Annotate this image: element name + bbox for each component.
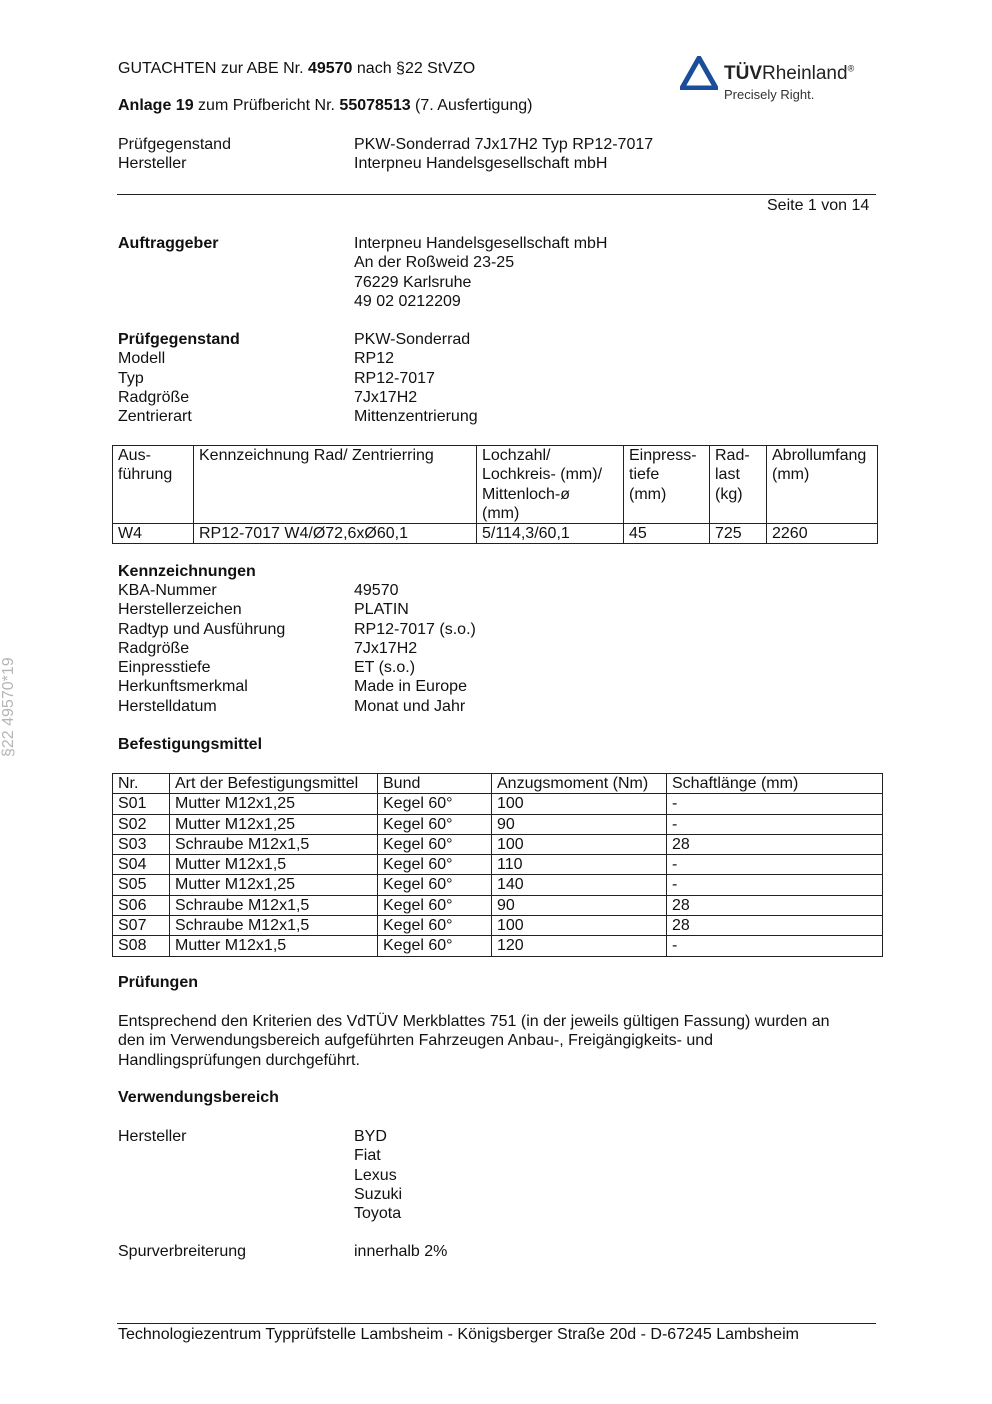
table-cell: Kegel 60° [378,895,492,915]
table-header-cell: Einpress- tiefe (mm) [624,446,710,524]
tests-title: Prüfungen [118,974,198,991]
usage-title: Verwendungsbereich [118,1089,279,1106]
table-cell: Schraube M12x1,5 [170,834,378,854]
client-line: 76229 Karlsruhe [354,273,472,291]
table-header-cell: Kennzeichnung Rad/ Zentrierring [194,446,477,524]
table-cell: S08 [113,936,170,956]
table-row [113,524,878,544]
table-cell: - [667,814,883,834]
table-cell: 140 [492,875,667,895]
table-cell: 100 [492,794,667,814]
table-cell: 725 [710,524,767,544]
table-cell: Kegel 60° [378,936,492,956]
marking-value: 49570 [354,582,399,599]
table-cell: 100 [492,834,667,854]
maker-item: BYD [354,1128,387,1145]
tests-line: Handlingsprüfungen durchgeführt. [118,1051,360,1069]
wheel-table [112,445,878,544]
markings-labels [118,581,285,716]
table-header-cell: Rad- last (kg) [710,446,767,524]
header-maker-value: Interpneu Handelsgesellschaft mbH [354,155,608,172]
table-row [113,875,883,895]
client-label: Auftraggeber [118,235,219,252]
table-header-row [113,446,878,524]
table-cell: - [667,875,883,895]
table-row [113,916,883,936]
marking-value: RP12-7017 (s.o.) [354,620,476,638]
table-cell: S06 [113,895,170,915]
table-header-cell: Nr. [113,774,170,794]
table-cell: 2260 [767,524,878,544]
subject-value: Mittenzentrierung [354,408,478,426]
subject-label: Typ [118,369,144,387]
client-line: 49 02 0212209 [354,292,461,310]
table-cell: Schraube M12x1,5 [170,895,378,915]
table-cell: S04 [113,855,170,875]
table-cell: S02 [113,814,170,834]
marking-value: Made in Europe [354,678,467,696]
table-cell: S01 [113,794,170,814]
table-cell: S05 [113,875,170,895]
table-row [113,936,883,956]
page-number: Seite 1 von 14 [767,197,870,214]
marking-label: Einpresstiefe [118,659,211,677]
table-cell: W4 [113,524,194,544]
table-cell: 45 [624,524,710,544]
table-header-cell: Bund [378,774,492,794]
table-row [113,794,883,814]
tuv-logo [680,56,880,106]
table-cell: - [667,794,883,814]
table-header-cell: Aus- führung [113,446,194,524]
table-cell: Mutter M12x1,5 [170,855,378,875]
track-label: Spurverbreiterung [118,1243,247,1260]
header-subject-label: Prüfgegenstand [118,136,231,153]
marking-label: Herstellerzeichen [118,601,242,619]
table-cell: 28 [667,895,883,915]
maker-item: Lexus [354,1166,397,1184]
table-cell: 90 [492,814,667,834]
marking-label: Herstelldatum [118,697,217,715]
table-cell: 28 [667,916,883,936]
table-row [113,895,883,915]
table-cell: S07 [113,916,170,936]
tests-paragraph [118,1012,830,1070]
subject-value: RP12-7017 [354,369,435,387]
table-cell: RP12-7017 W4/Ø72,6xØ60,1 [194,524,477,544]
subject-label: Modell [118,350,166,368]
header-maker-label: Hersteller [118,155,187,172]
subject-value: PKW-Sonderrad [354,331,471,348]
track-value: innerhalb 2% [354,1243,448,1260]
table-cell: Kegel 60° [378,834,492,854]
table-cell: Kegel 60° [378,916,492,936]
table-cell: 100 [492,916,667,936]
table-cell: - [667,855,883,875]
table-header-cell: Anzugsmoment (Nm) [492,774,667,794]
tests-line: Entsprechend den Kriterien des VdTÜV Merkblattes 751 (in der jeweils gültigen Fassung) wurden an [118,1013,830,1030]
subject-value: 7Jx17H2 [354,388,418,406]
marking-label: Herkunftsmerkmal [118,678,248,696]
marking-value: PLATIN [354,601,409,619]
footer-divider [117,1323,876,1324]
table-cell: - [667,936,883,956]
markings-values [354,581,476,716]
usage-maker-label: Hersteller [118,1128,187,1145]
marking-label: KBA-Nummer [118,582,217,599]
table-cell: 90 [492,895,667,915]
maker-item: Toyota [354,1205,402,1223]
appendix-line: Anlage 19 zum Prüfbericht Nr. 55078513 (7. Ausfertigung) [118,97,533,114]
document-title: GUTACHTEN zur ABE Nr. 49570 nach §22 StVZO [118,60,476,77]
table-header-cell: Schaftlänge (mm) [667,774,883,794]
subject-value: RP12 [354,350,395,368]
subject-label: Prüfgegenstand [118,331,240,348]
table-header-cell: Art der Befestigungsmittel [170,774,378,794]
logo-brand: TÜVRheinland® [724,63,855,84]
table-row [113,834,883,854]
subject-labels [118,330,240,426]
markings-title: Kennzeichnungen [118,563,256,580]
table-header-row [113,774,883,794]
table-cell: 5/114,3/60,1 [477,524,624,544]
subject-values [354,330,478,426]
table-cell: Kegel 60° [378,794,492,814]
table-cell: 28 [667,834,883,854]
table-cell: Mutter M12x1,25 [170,875,378,895]
fasteners-table [112,773,883,957]
table-cell: S03 [113,834,170,854]
subject-label: Radgröße [118,388,190,406]
side-reference: §22 49570*19 [0,657,17,757]
table-header-cell: Lochzahl/ Lochkreis- (mm)/ Mittenloch-ø (mm) [477,446,624,524]
client-line: Interpneu Handelsgesellschaft mbH [354,235,608,252]
table-cell: Schraube M12x1,5 [170,916,378,936]
table-cell: Mutter M12x1,25 [170,814,378,834]
maker-item: Fiat [354,1147,381,1165]
header-subject-value: PKW-Sonderrad 7Jx17H2 Typ RP12-7017 [354,136,654,153]
table-cell: 120 [492,936,667,956]
header-divider [117,194,876,195]
subject-label: Zentrierart [118,408,192,426]
table-cell: Kegel 60° [378,855,492,875]
table-cell: Kegel 60° [378,814,492,834]
client-address [354,234,607,311]
fasteners-title: Befestigungsmittel [118,736,263,753]
table-cell: Mutter M12x1,25 [170,794,378,814]
table-cell: 110 [492,855,667,875]
table-header-cell: Abrollumfang (mm) [767,446,878,524]
marking-value: 7Jx17H2 [354,639,418,657]
footer-address: Technologiezentrum Typprüfstelle Lambsheim - Königsberger Straße 20d - D-67245 Lambsheim [118,1326,799,1343]
maker-item: Suzuki [354,1185,403,1203]
logo-tagline: Precisely Right. [724,87,815,102]
marking-label: Radtyp und Ausführung [118,620,286,638]
client-line: An der Roßweid 23-25 [354,254,515,272]
tests-line: den im Verwendungsbereich aufgeführten Fahrzeugen Anbau-, Freigängigkeits- und [118,1032,714,1050]
marking-label: Radgröße [118,639,190,657]
table-row [113,855,883,875]
usage-maker-list [354,1127,402,1223]
marking-value: Monat und Jahr [354,697,466,715]
table-cell: Kegel 60° [378,875,492,895]
marking-value: ET (s.o.) [354,659,416,677]
table-cell: Mutter M12x1,5 [170,936,378,956]
tuv-triangle-icon [680,56,718,90]
table-row [113,814,883,834]
